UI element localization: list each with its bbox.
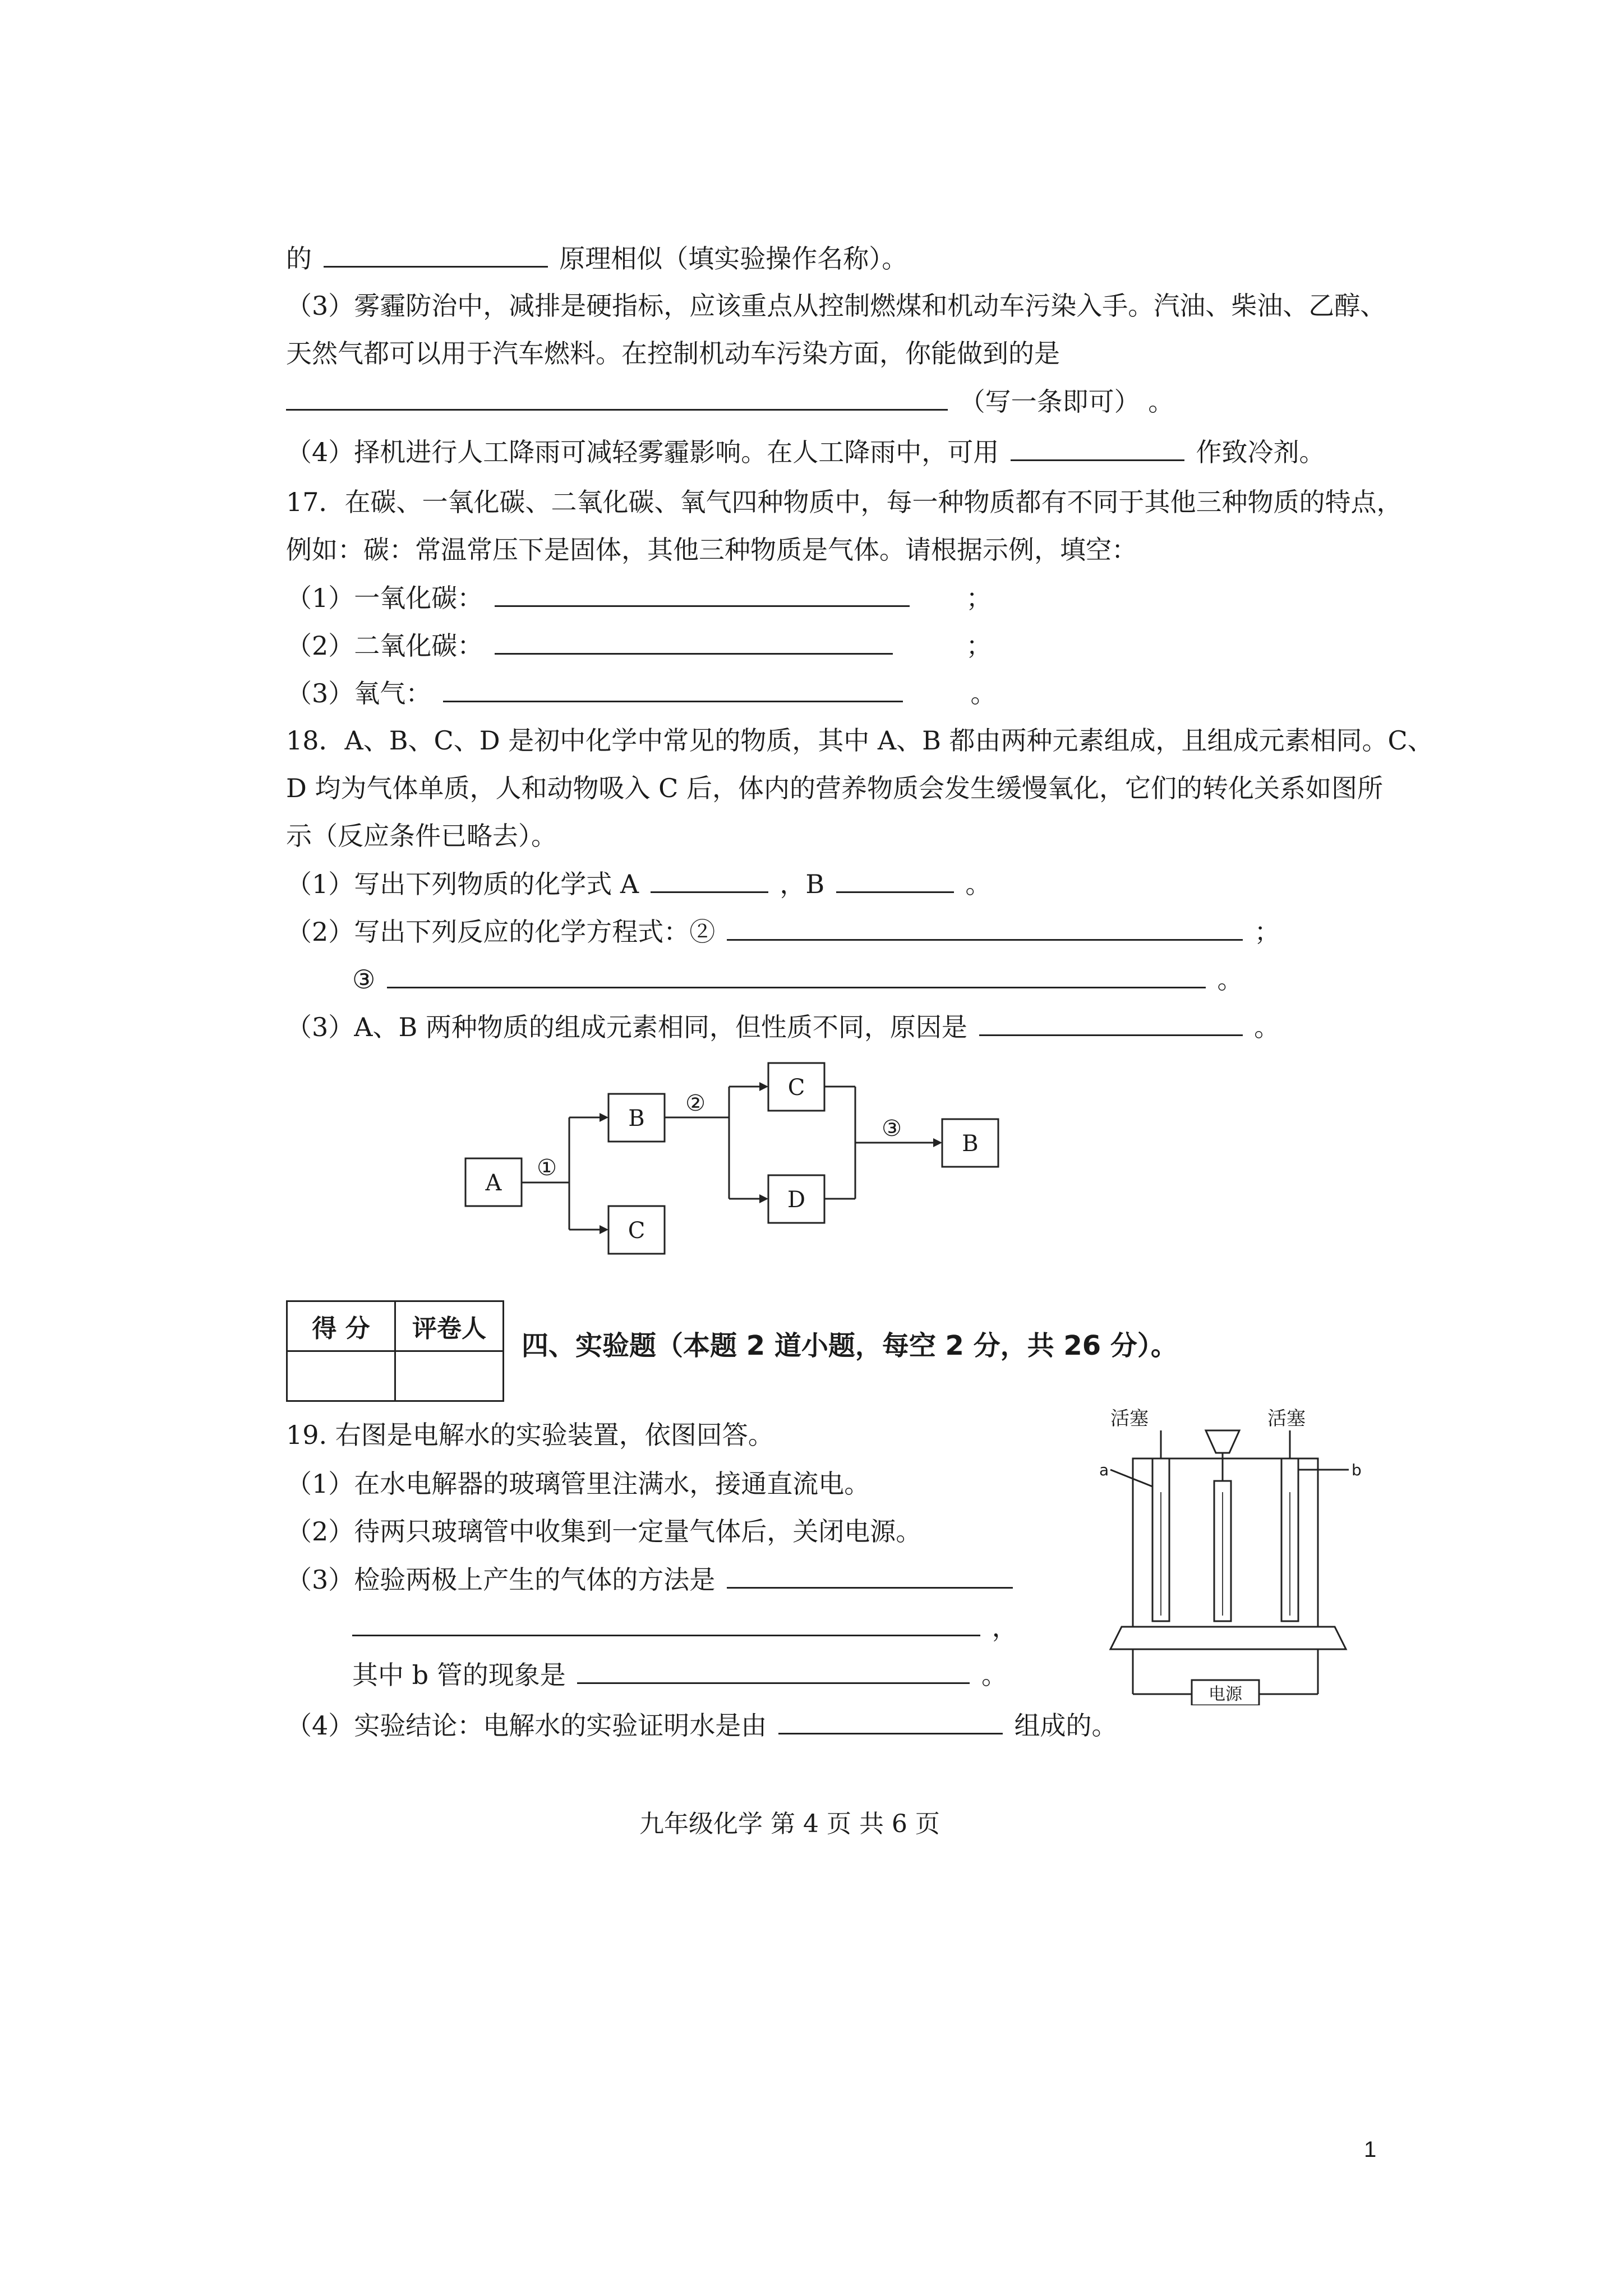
score-cell[interactable] xyxy=(287,1351,395,1401)
item-label: （1）一氧化碳： xyxy=(286,583,483,613)
answer-blank[interactable] xyxy=(1011,435,1184,461)
label-b1: B xyxy=(628,1106,645,1131)
item-label: （2）二氧化碳： xyxy=(286,631,483,661)
q18-stem-line2 xyxy=(286,771,1383,805)
q17-stem-line2 xyxy=(286,533,1137,567)
score-table xyxy=(286,1300,504,1402)
text: 雾霾防治中，减排是硬指标，应该重点从控制燃煤和机动车污染入手。汽油、柴油、乙醇、 xyxy=(354,291,1386,321)
text: 。 xyxy=(1148,386,1174,417)
q19-s2 xyxy=(286,1515,921,1548)
text: 作致冷剂。 xyxy=(1196,437,1325,467)
answer-blank[interactable] xyxy=(727,1562,1013,1589)
q19-s3-b xyxy=(352,1658,1007,1692)
grader-cell[interactable] xyxy=(395,1351,504,1401)
page-footer: 九年级化学 第 4 页 共 6 页 xyxy=(639,1810,940,1838)
text: （2）写出下列反应的化学方程式：② xyxy=(286,917,716,947)
q18-stem-line3 xyxy=(286,819,557,853)
q19-s3-line2 xyxy=(352,1610,1018,1644)
text: （3）检验两极上产生的气体的方法是 xyxy=(286,1565,716,1595)
answer-blank-b[interactable] xyxy=(836,867,954,893)
q16-p3-line3 xyxy=(286,384,1174,418)
text: 18．A、B、C、D 是初中化学中常见的物质，其中 A、B 都由两种元素组成，且组成元素相同。C、 xyxy=(286,725,1433,756)
text: ； xyxy=(966,631,992,661)
power-label: 电源 xyxy=(1209,1685,1242,1704)
answer-blank[interactable] xyxy=(443,676,903,702)
text: （3）A、B 两种物质的组成元素相同，但性质不同，原因是 xyxy=(286,1012,967,1042)
transformation-diagram xyxy=(437,1055,1066,1262)
q16-line-de xyxy=(286,241,907,275)
label-c2: C xyxy=(787,1075,805,1101)
step-3: ③ xyxy=(882,1116,902,1142)
text: 天然气都可以用于汽车燃料。在控制机动车污染方面，你能做到的是 xyxy=(286,338,1060,369)
answer-blank[interactable] xyxy=(979,1010,1243,1036)
text: 示（反应条件已略去）。 xyxy=(286,821,557,851)
grader-header: 评卷人 xyxy=(395,1301,504,1351)
q19-stem xyxy=(286,1418,774,1452)
text: 的 xyxy=(286,243,312,274)
text: （1）在水电解器的玻璃管里注满水，接通直流电。 xyxy=(286,1469,870,1499)
q19-s1 xyxy=(286,1467,870,1501)
answer-blank[interactable] xyxy=(727,914,1243,941)
q19-s4 xyxy=(286,1708,1118,1742)
text: （4）实验结论：电解水的实验证明水是由 xyxy=(286,1710,767,1741)
text: 原理相似（填实验操作名称）。 xyxy=(559,243,908,274)
q16-p3-line1 xyxy=(286,289,1386,323)
item-number: （3） xyxy=(286,291,354,321)
text: 其中 b 管的现象是 xyxy=(352,1660,566,1690)
text: ； xyxy=(1254,917,1280,947)
section-4-title: 四、实验题（本题 2 道小题，每空 2 分，共 26 分）。 xyxy=(522,1330,1178,1361)
item-number: （4） xyxy=(286,437,354,467)
stopcock-left-label: 活塞 xyxy=(1110,1407,1149,1430)
answer-blank[interactable] xyxy=(387,962,1206,988)
q19-s3 xyxy=(286,1562,1016,1596)
page-number: 1 xyxy=(1364,2137,1377,2162)
text: ③ xyxy=(352,964,376,995)
q16-p3-line2 xyxy=(286,337,1060,370)
text: （1）写出下列物质的化学式 A xyxy=(286,869,639,899)
text: 。 xyxy=(1254,1012,1280,1042)
score-header: 得 分 xyxy=(287,1301,395,1351)
answer-blank[interactable] xyxy=(495,628,893,655)
electrolysis-apparatus xyxy=(1099,1402,1368,1705)
q18-p3 xyxy=(286,1010,1280,1044)
text: 例如：碳：常温常压下是固体，其他三种物质是气体。请根据示例，填空： xyxy=(286,535,1137,565)
item-label: （3）氧气： xyxy=(286,678,432,708)
label-b2: B xyxy=(962,1131,979,1157)
q17-item-2 xyxy=(286,628,992,662)
q17-stem-line1 xyxy=(286,485,1403,519)
answer-blank[interactable] xyxy=(352,1610,980,1636)
text: 19. 右图是电解水的实验装置，依图回答。 xyxy=(286,1420,774,1450)
answer-blank[interactable] xyxy=(495,581,910,607)
text: 。 xyxy=(981,1660,1007,1690)
text: D 均为气体单质，人和动物吸入 C 后，体内的营养物质会发生缓慢氧化，它们的转化关系如图所 xyxy=(286,773,1383,803)
q18-p2-line2 xyxy=(352,962,1243,996)
step-2: ② xyxy=(685,1091,706,1116)
q18-stem-line1 xyxy=(286,724,1433,757)
label-c1: C xyxy=(628,1218,645,1244)
answer-blank[interactable] xyxy=(778,1708,1003,1734)
answer-blank-a[interactable] xyxy=(651,867,768,893)
q18-p1 xyxy=(286,867,991,901)
text: 。 xyxy=(970,678,997,708)
text: 。 xyxy=(965,869,992,899)
tube-a-label: a xyxy=(1099,1461,1109,1479)
answer-blank[interactable] xyxy=(286,384,948,411)
text: 组成的。 xyxy=(1014,1710,1118,1741)
text: 17．在碳、一氧化碳、二氧化碳、氧气四种物质中，每一种物质都有不同于其他三种物质的特点， xyxy=(286,487,1403,517)
hint: （写一条即可） xyxy=(959,386,1140,417)
text: ，B xyxy=(780,869,825,899)
text: ， xyxy=(992,1612,1018,1642)
label-a: A xyxy=(485,1170,502,1196)
text: 。 xyxy=(1217,964,1243,995)
text: （2）待两只玻璃管中收集到一定量气体后，关闭电源。 xyxy=(286,1516,922,1547)
stopcock-right-label: 活塞 xyxy=(1267,1407,1306,1430)
q17-item-1 xyxy=(286,581,992,615)
text: 择机进行人工降雨可减轻雾霾影响。在人工降雨中，可用 xyxy=(354,437,999,467)
answer-blank[interactable] xyxy=(324,241,548,268)
label-d: D xyxy=(787,1187,806,1213)
q18-p2 xyxy=(286,914,1280,949)
step-1: ① xyxy=(537,1155,557,1181)
q16-p4-line xyxy=(286,435,1325,469)
q17-item-3 xyxy=(286,676,997,710)
text: ； xyxy=(966,583,992,613)
answer-blank[interactable] xyxy=(577,1658,970,1684)
tube-b-label: b xyxy=(1352,1461,1362,1479)
